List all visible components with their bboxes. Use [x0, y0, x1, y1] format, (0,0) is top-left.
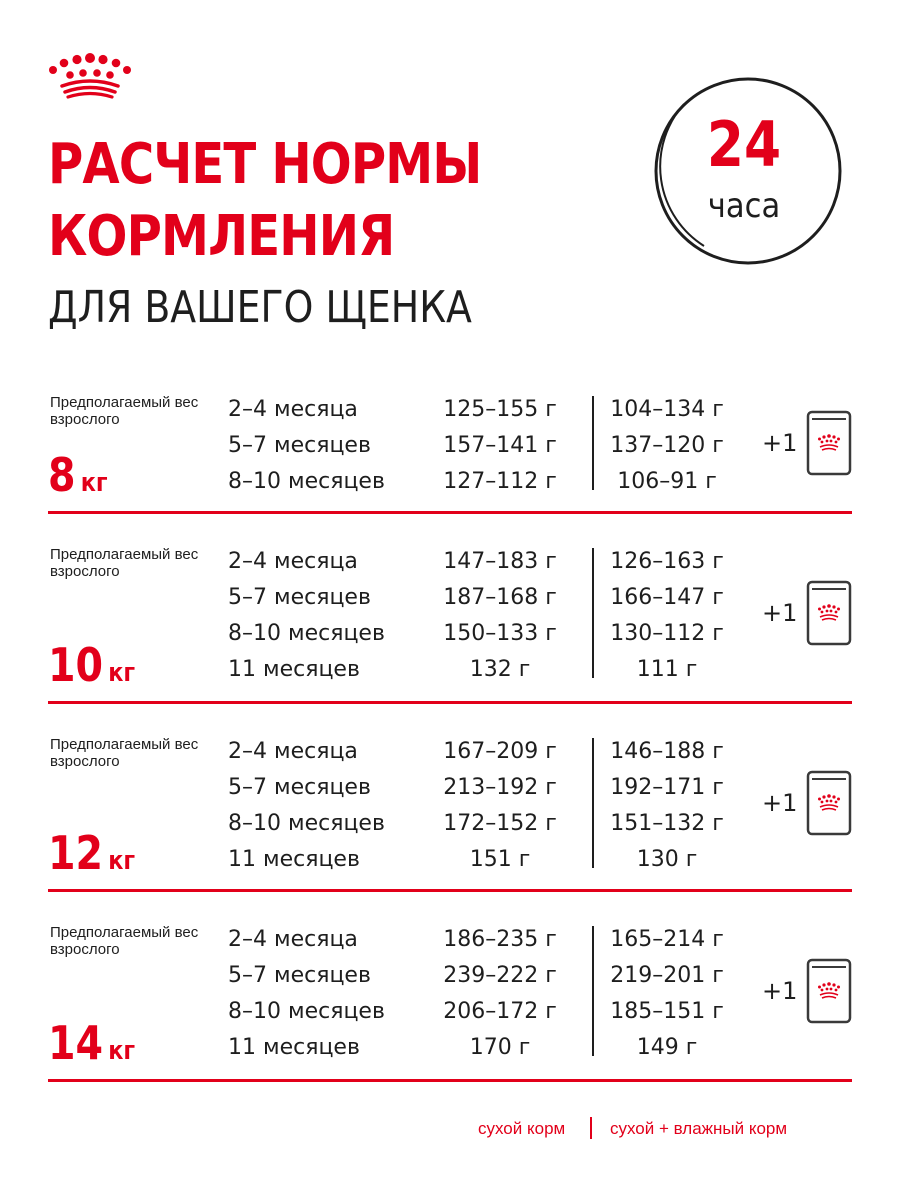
dry-food-cell: 132 г — [469, 657, 531, 682]
royal-crown-icon — [46, 50, 134, 100]
dry-food-cell: 157–141 г — [443, 433, 557, 458]
adult-weight — [48, 1018, 135, 1068]
age-cell: 11 месяцев — [228, 847, 360, 872]
plus-one-label: +1 — [762, 429, 798, 457]
section-divider — [48, 511, 852, 514]
table-row — [228, 734, 768, 770]
mixed-food-cell: 165–214 г — [610, 927, 724, 952]
weight-unit: кг — [108, 658, 136, 688]
legend-dry-food: сухой корм — [478, 1119, 566, 1138]
dry-food-cell: 170 г — [469, 1035, 531, 1060]
mixed-food-cell: 146–188 г — [610, 739, 724, 764]
page-subtitle: ДЛЯ ВАШЕГО ЩЕНКА — [48, 282, 472, 333]
wet-food-pouch-icon — [806, 958, 852, 1024]
dry-food-cell: 213–192 г — [443, 775, 557, 800]
age-cell: 5–7 месяцев — [228, 775, 371, 800]
dry-food-cell: 206–172 г — [443, 999, 557, 1024]
dry-food-cell: 239–222 г — [443, 963, 557, 988]
legend — [0, 1114, 900, 1144]
mixed-food-cell: 111 г — [636, 657, 698, 682]
table-row — [228, 922, 768, 958]
legend-mixed-food: сухой + влажный корм — [610, 1119, 788, 1138]
table-row — [228, 994, 768, 1030]
mixed-food-cell: 137–120 г — [610, 433, 724, 458]
weight-section-14kg — [48, 918, 852, 1082]
weight-number: 10 — [48, 638, 104, 692]
weight-label: Предполагаемый вес взрослого — [50, 736, 199, 770]
table-row — [228, 652, 768, 688]
weight-label: Предполагаемый вес взрослого — [50, 546, 199, 580]
age-cell: 2–4 месяца — [228, 549, 358, 574]
age-cell: 11 месяцев — [228, 1035, 360, 1060]
mixed-food-cell: 219–201 г — [610, 963, 724, 988]
wet-food-pouch-icon — [806, 770, 852, 836]
table-row — [228, 616, 768, 652]
dry-food-cell: 147–183 г — [443, 549, 557, 574]
wet-food-pouch-icon — [806, 410, 852, 476]
table-row — [228, 580, 768, 616]
feeding-rows — [228, 922, 768, 1066]
adult-weight — [48, 828, 135, 878]
dry-food-cell: 150–133 г — [443, 621, 557, 646]
age-cell: 5–7 месяцев — [228, 433, 371, 458]
table-row — [228, 392, 768, 428]
column-divider — [592, 738, 594, 868]
feeding-rows — [228, 544, 768, 688]
mixed-food-cell: 126–163 г — [610, 549, 724, 574]
mixed-food-cell: 151–132 г — [610, 811, 724, 836]
weight-unit: кг — [108, 1036, 136, 1066]
age-cell: 5–7 месяцев — [228, 585, 371, 610]
adult-weight — [48, 450, 108, 500]
dry-food-cell: 125–155 г — [443, 397, 557, 422]
table-row — [228, 806, 768, 842]
page-title-line-1: РАСЧЕТ НОРМЫ — [48, 132, 482, 197]
plus-one-label: +1 — [762, 977, 798, 1005]
age-cell: 8–10 месяцев — [228, 469, 385, 494]
column-divider — [592, 926, 594, 1056]
mixed-food-cell: 104–134 г — [610, 397, 724, 422]
mixed-food-cell: 130 г — [636, 847, 698, 872]
dry-food-cell: 167–209 г — [443, 739, 557, 764]
mixed-food-cell: 185–151 г — [610, 999, 724, 1024]
age-cell: 2–4 месяца — [228, 739, 358, 764]
age-cell: 8–10 месяцев — [228, 621, 385, 646]
section-divider — [48, 889, 852, 892]
age-cell: 11 месяцев — [228, 657, 360, 682]
dry-food-cell: 186–235 г — [443, 927, 557, 952]
dry-food-cell: 172–152 г — [443, 811, 557, 836]
table-row — [228, 464, 768, 500]
column-divider — [592, 396, 594, 490]
wet-food-pouch-icon — [806, 580, 852, 646]
dry-food-cell: 187–168 г — [443, 585, 557, 610]
weight-number: 8 — [48, 448, 76, 502]
dry-food-cell: 127–112 г — [443, 469, 557, 494]
weight-section-10kg — [48, 540, 852, 704]
table-row — [228, 958, 768, 994]
age-cell: 5–7 месяцев — [228, 963, 371, 988]
table-row — [228, 428, 768, 464]
mixed-food-cell: 149 г — [636, 1035, 698, 1060]
legend-divider — [590, 1117, 592, 1139]
weight-label: Предполагаемый вес взрослого — [50, 924, 199, 958]
weight-label: Предполагаемый вес взрослого — [50, 394, 199, 428]
plus-one-label: +1 — [762, 599, 798, 627]
table-row — [228, 842, 768, 878]
weight-unit: кг — [108, 846, 136, 876]
age-cell: 2–4 месяца — [228, 927, 358, 952]
age-cell: 8–10 месяцев — [228, 999, 385, 1024]
feeding-rows — [228, 734, 768, 878]
table-row — [228, 544, 768, 580]
section-divider — [48, 701, 852, 704]
age-cell: 2–4 месяца — [228, 397, 358, 422]
age-cell: 8–10 месяцев — [228, 811, 385, 836]
table-row — [228, 1030, 768, 1066]
mixed-food-cell: 130–112 г — [610, 621, 724, 646]
badge-unit: часа — [707, 186, 781, 226]
mixed-food-cell: 166–147 г — [610, 585, 724, 610]
plus-one-label: +1 — [762, 789, 798, 817]
hours-badge — [644, 76, 844, 266]
adult-weight — [48, 640, 135, 690]
table-row — [228, 770, 768, 806]
mixed-food-cell: 192–171 г — [610, 775, 724, 800]
page-title-line-2: КОРМЛЕНИЯ — [48, 204, 395, 269]
feeding-rows — [228, 392, 768, 500]
weight-section-12kg — [48, 730, 852, 892]
weight-number: 12 — [48, 826, 104, 880]
weight-section-8kg — [48, 388, 852, 514]
mixed-food-cell: 106–91 г — [617, 469, 717, 494]
weight-number: 14 — [48, 1016, 104, 1070]
weight-unit: кг — [80, 468, 108, 498]
badge-number: 24 — [706, 108, 782, 181]
column-divider — [592, 548, 594, 678]
dry-food-cell: 151 г — [469, 847, 531, 872]
section-divider — [48, 1079, 852, 1082]
